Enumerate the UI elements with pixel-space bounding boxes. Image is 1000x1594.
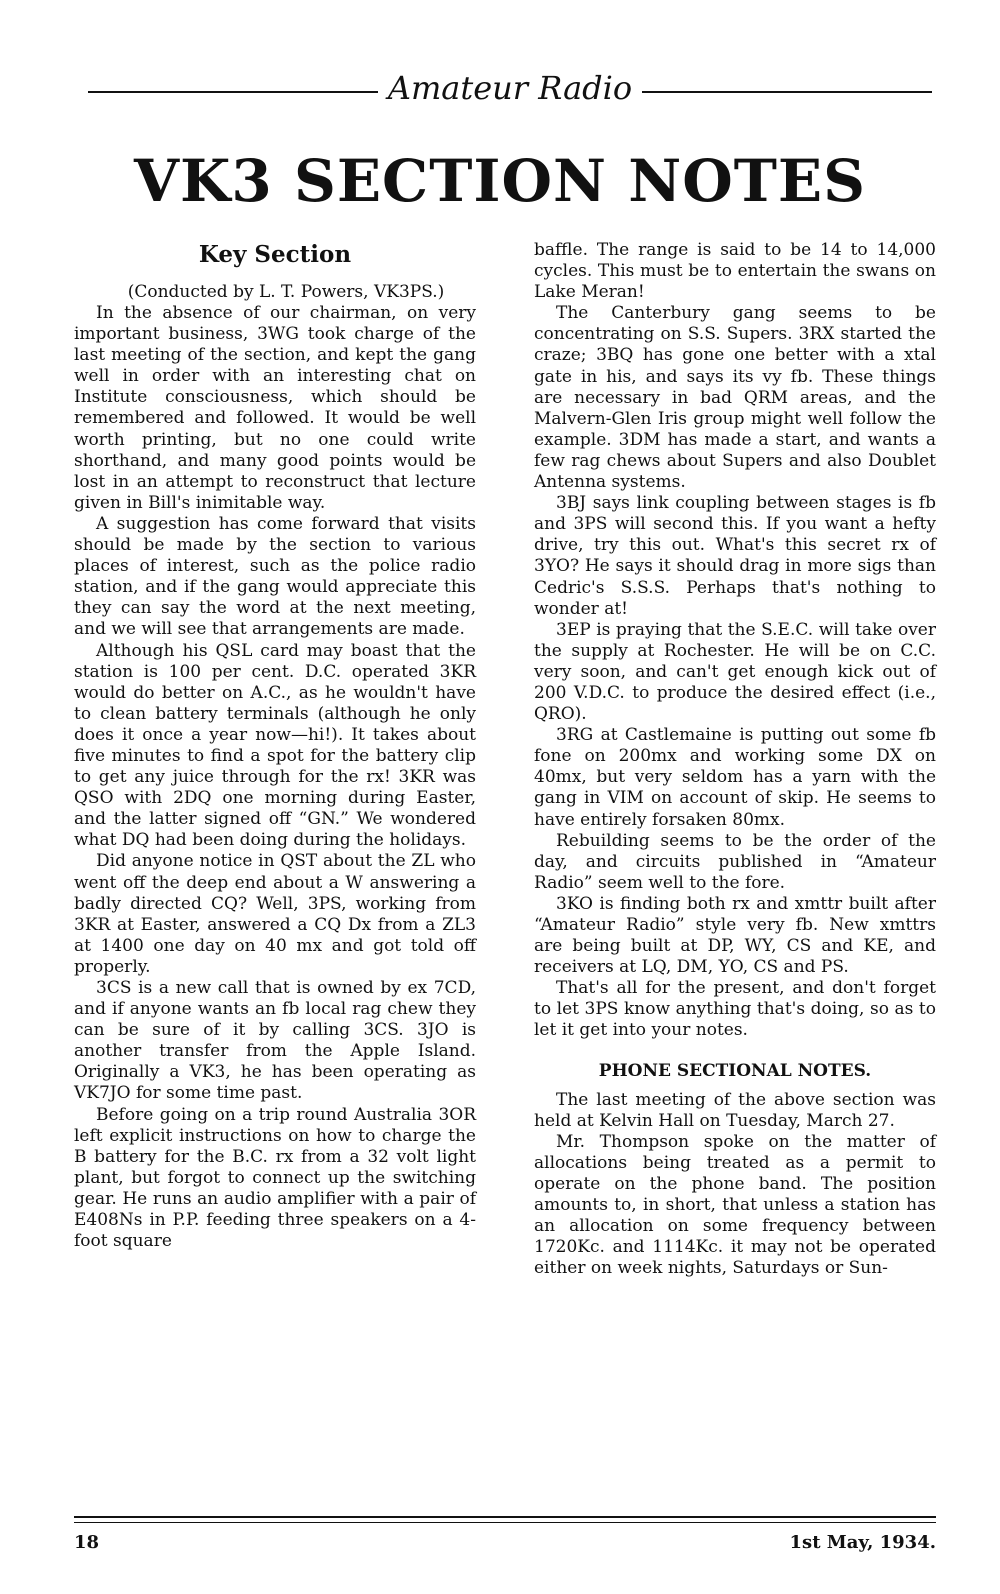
paragraph: A suggestion has come forward that visits should be made by the section to various places of interest, such as the police radio station, and if the gang would appreciate this they can say the word at the next meeting, and we will see that arrangements are made.: [74, 513, 476, 640]
right-column: [534, 240, 936, 1279]
paragraph: 3KO is finding both rx and xmttr built after “Amateur Radio” style very fb. New xmttrs are being built at DP, WY, CS and KE, and receivers at LQ, DM, YO, CS and PS.: [534, 893, 936, 978]
paragraph: 3RG at Castlemaine is putting out some fb fone on 200mx and working some DX on 40mx, but very seldom has a yarn with the gang in VIM on account of skip. He seems to have entirely forsaken 80mx.: [534, 725, 936, 830]
paragraph: The last meeting of the above section was held at Kelvin Hall on Tuesday, March 27.: [534, 1089, 936, 1131]
footer-rule: [74, 1516, 936, 1518]
masthead-rule-right: [642, 91, 932, 93]
key-section-heading: Key Section: [198, 241, 352, 268]
paragraph: Did anyone notice in QST about the ZL who went off the deep end about a W answering a badly directed CQ? Well, 3PS, working from 3KR at Easter, answered a CQ Dx from a ZL3 at 1400 one day on 40 mx and got told off properly.: [74, 851, 476, 977]
paragraph: 3CS is a new call that is owned by ex 7CD, and if anyone wants an fb local rag chew they can be sure of it by calling 3CS. 3JO is another transfer from the Apple Island. Originally a VK3, he has been operating as VK7JO for some time past.: [74, 978, 476, 1104]
paragraph: Mr. Thompson spoke on the matter of allocations being treated as a permit to operate on the phone band. The position amounts to, in short, that unless a station has an allocation on some frequency between 1720Kc. and 1114Kc. it may not be operated either on week nights, Saturdays or Sun-: [534, 1131, 936, 1279]
paragraph: That's all for the present, and don't forget to let 3PS know anything that's doing, so as to let it get into your notes.: [534, 978, 936, 1041]
paragraph: The Canterbury gang seems to be concentrating on S.S. Supers. 3RX started the craze; 3BQ has gone one better with a xtal gate in his, and says its vy fb. These things are necessary in bad QRM areas, and the Malvern-Glen Iris group might well follow the example. 3DM has made a start, and wants a few rag chews about Supers and also Doublet Antenna systems.: [534, 303, 936, 493]
issue-date: 1st May, 1934.: [789, 1532, 936, 1553]
page-number: 18: [74, 1532, 100, 1553]
phone-section-heading: PHONE SECTIONAL NOTES.: [598, 1060, 872, 1081]
paragraph: Rebuilding seems to be the order of the day, and circuits published in “Amateur Radio” seem well to the fore.: [534, 830, 936, 893]
masthead: [88, 62, 932, 118]
paragraph: 3BJ says link coupling between stages is fb and 3PS will second this. If you want a hefty drive, try this out. What's this secret rx of 3YO? He says it should drag in more sigs than Cedric's S.S.S. Perhaps that's nothing to wonder at!: [534, 493, 936, 619]
page-title: VK3 SECTION NOTES: [133, 147, 867, 215]
paragraph: Although his QSL card may boast that the station is 100 per cent. D.C. operated 3KR would do better on A.C., as he wouldn't have to clean battery terminals (although he only does it once a year now—hi!). It takes about five minutes to find a spot for the battery clip to get any juice through for the rx! 3KR was QSO with 2DQ one morning during Easter, and the latter signed off “GN.” We wondered what DQ had been doing during the holidays.: [74, 640, 476, 851]
paragraph-continued: baffle. The range is said to be 14 to 14,000 cycles. This must be to entertain the swans on Lake Meran!: [534, 240, 936, 303]
masthead-title: Amateur Radio: [387, 69, 633, 107]
footer-rule-thin: [74, 1522, 936, 1523]
paragraph: 3EP is praying that the S.E.C. will take over the supply at Rochester. He will be on C.C. very soon, and can't get enough kick out of 200 V.D.C. to produce the desired effect (i.e., QRO).: [534, 619, 936, 725]
left-column: [74, 240, 476, 1252]
paragraph: Before going on a trip round Australia 3OR left explicit instructions on how to charge the B battery for the B.C. rx from a 32 volt light plant, but forgot to connect up the switching gear. He runs an audio amplifier with a pair of E408Ns in P.P. feeding three speakers on a 4-foot square: [74, 1104, 476, 1252]
key-section-byline: (Conducted by L. T. Powers, VK3PS.): [127, 282, 445, 302]
paragraph: In the absence of our chairman, on very important business, 3WG took charge of the last meeting of the section, and kept the gang well in order with an interesting chat on Institute consciousness, which should be remembered and followed. It would be well worth printing, but no one could write shorthand, and many good points would be lost in an attempt to reconstruct that lecture given in Bill's inimitable way.: [74, 303, 476, 513]
